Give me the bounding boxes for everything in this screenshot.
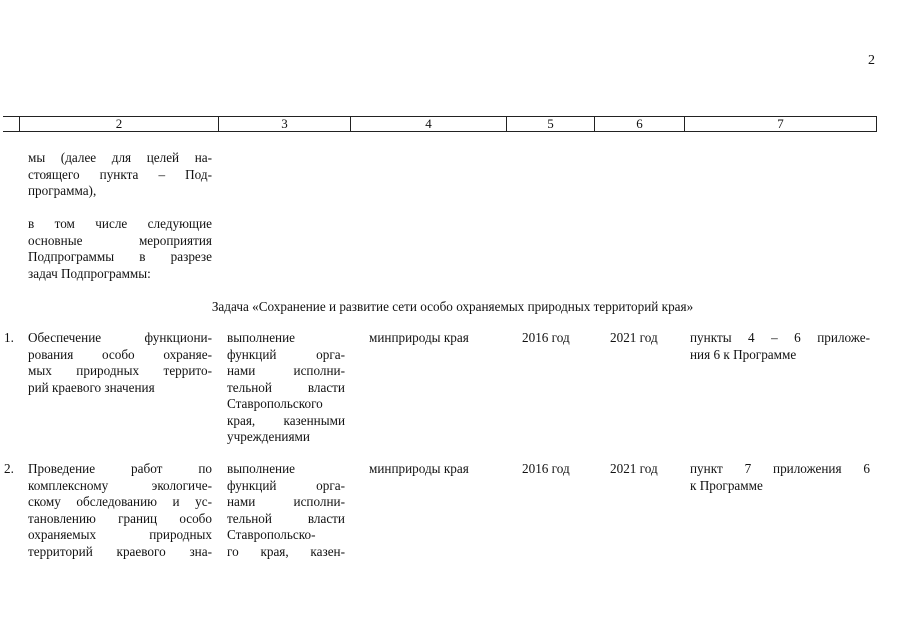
header-col-7: 7 [777, 116, 784, 131]
intro-paragraph-2 [28, 216, 212, 282]
program-link [690, 461, 870, 494]
row-number: 1. [4, 330, 14, 345]
header-col-6: 6 [636, 116, 643, 131]
header-divider [876, 116, 877, 132]
text-line: к Программе [690, 477, 763, 493]
text-line: в том числе следующие [28, 216, 212, 231]
text-line: пункты 4 – 6 приложе- [690, 330, 870, 345]
text-line: края, казенными [227, 412, 345, 428]
execution-type [227, 461, 345, 560]
text-line: программа), [28, 183, 97, 198]
header-col-5: 5 [547, 116, 554, 131]
text-line: го края, казен- [227, 543, 345, 559]
text-line: Проведение работ по [28, 461, 212, 476]
end-year: 2021 год [610, 461, 658, 476]
text-line: мы (далее для целей на- [28, 150, 212, 165]
start-year: 2016 год [522, 330, 570, 345]
text-line: скому обследованию и ус- [28, 494, 212, 509]
text-line: задач Подпрограммы: [28, 265, 151, 281]
responsible-executor: минприроды края [369, 330, 469, 345]
activity-name [28, 461, 212, 560]
text-line: тельной власти [227, 510, 345, 526]
table-header [0, 116, 905, 132]
text-line: тельной власти [227, 379, 345, 395]
text-line: пункт 7 приложения 6 [690, 461, 870, 476]
text-line: выполнение [227, 330, 296, 345]
activity-name [28, 330, 212, 396]
start-year: 2016 год [522, 461, 570, 476]
text-line: выполнение [227, 461, 296, 476]
text-line: Ставропольского [227, 396, 323, 411]
intro-paragraph-1 [28, 150, 212, 200]
text-line: рий краевого значения [28, 379, 155, 395]
end-year: 2021 год [610, 330, 658, 345]
header-col-3: 3 [281, 116, 288, 131]
execution-type [227, 330, 345, 446]
text-line: территорий краевого зна- [28, 543, 212, 559]
text-line: учреждениями [227, 429, 310, 444]
text-line: Подпрограммы в разрезе [28, 249, 212, 264]
task-heading: Задача «Сохранение и развитие сети особо охраняемых природных территорий края» [211, 299, 694, 314]
text-line: комплексному экологиче- [28, 477, 212, 493]
responsible-executor: минприроды края [369, 461, 469, 476]
text-line: функций орга- [227, 477, 345, 493]
text-line: Ставропольско- [227, 527, 316, 542]
text-line: ния 6 к Программе [690, 346, 797, 362]
text-line: основные мероприятия [28, 232, 212, 248]
text-line: стоящего пункта – Под- [28, 166, 212, 182]
text-line: нами исполни- [227, 494, 345, 509]
text-line: мых природных террито- [28, 363, 212, 378]
header-col-4: 4 [425, 116, 432, 131]
page-number: 2 [868, 53, 875, 68]
text-line: функций орга- [227, 346, 345, 362]
text-line: рования особо охраняе- [28, 346, 212, 362]
header-col-2: 2 [115, 116, 123, 131]
text-line: Обеспечение функциони- [28, 330, 212, 345]
text-line: охраняемых природных [28, 527, 212, 542]
text-line: тановлению границ особо [28, 510, 212, 526]
text-line: нами исполни- [227, 363, 345, 378]
program-link [690, 330, 870, 363]
row-number: 2. [4, 461, 14, 476]
